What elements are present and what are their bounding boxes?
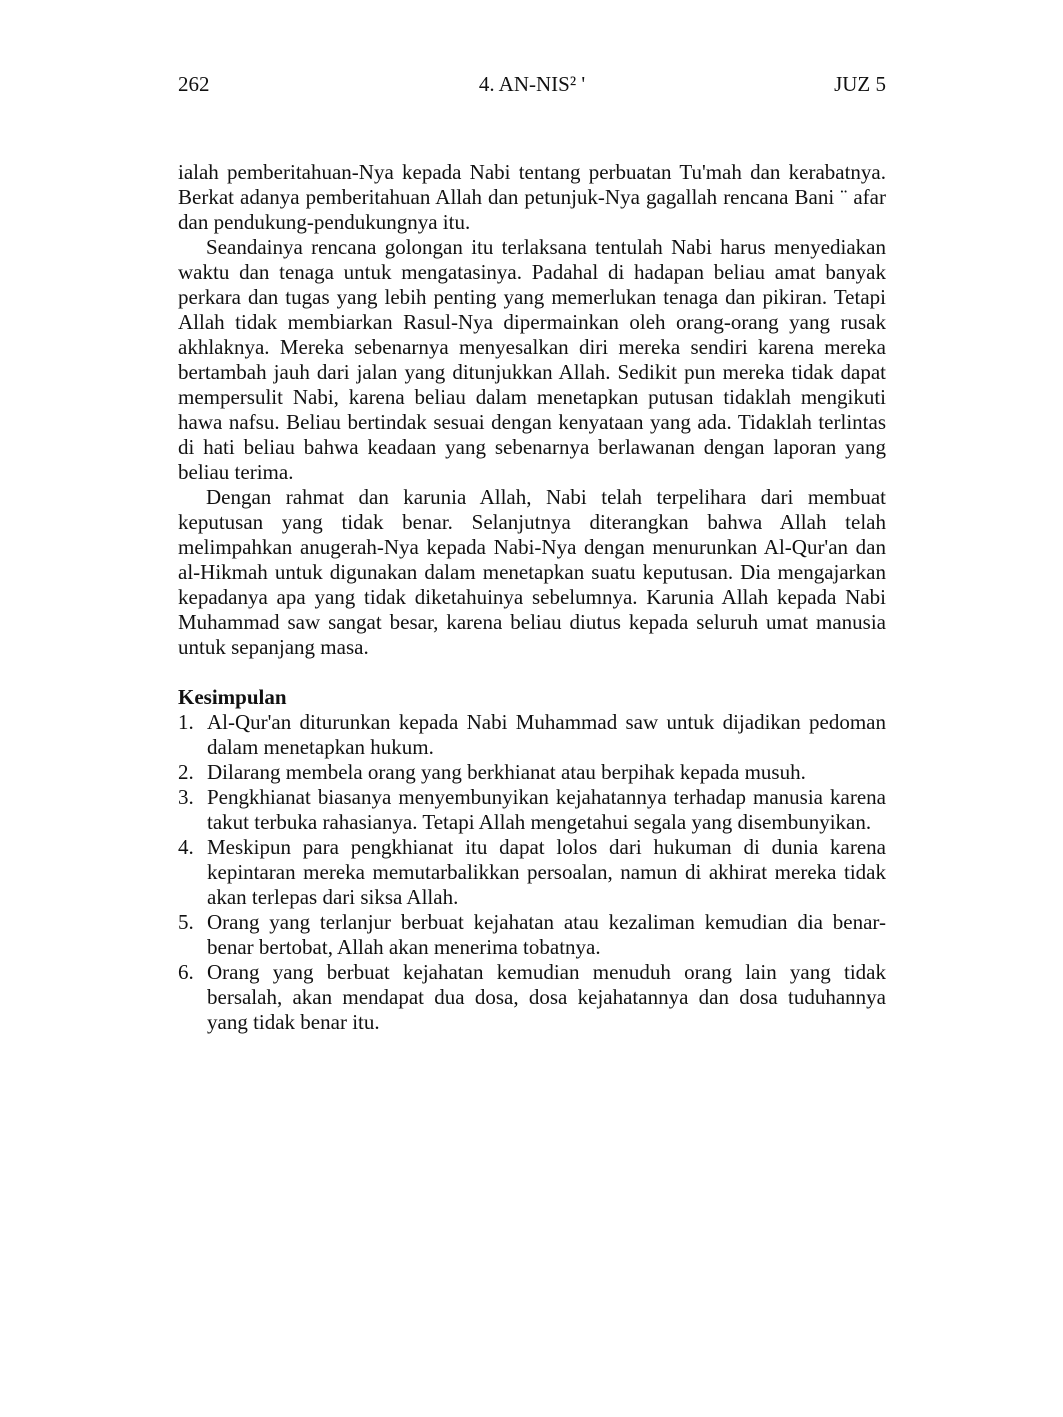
page-number: 262 bbox=[178, 72, 210, 96]
conclusion-list bbox=[178, 710, 886, 1035]
list-item-number: 1. bbox=[178, 710, 194, 734]
page-body bbox=[178, 160, 886, 1035]
list-item-number: 2. bbox=[178, 760, 194, 784]
list-item-text: Dilarang membela orang yang berkhianat atau berpihak kepada musuh. bbox=[207, 760, 806, 784]
list-item-text: Al-Qur'an diturunkan kepada Nabi Muhammad saw untuk dijadikan pedoman dalam menetapkan hukum. bbox=[207, 710, 886, 759]
list-item-text: Meskipun para pengkhianat itu dapat lolos dari hukuman di dunia karena kepintaran mereka memutarbalikkan persoalan, namun di akhirat mereka tidak akan terlepas dari siksa Allah. bbox=[207, 835, 886, 909]
document-page bbox=[178, 72, 886, 1035]
conclusion-heading: Kesimpulan bbox=[178, 685, 287, 709]
list-item bbox=[178, 760, 886, 785]
list-item-number: 5. bbox=[178, 910, 194, 934]
list-item-number: 6. bbox=[178, 960, 194, 984]
list-item-text: Orang yang terlanjur berbuat kejahatan atau kezaliman kemudian dia benar-benar bertobat, Allah akan menerima tobatnya. bbox=[207, 910, 886, 959]
list-item bbox=[178, 835, 886, 910]
paragraph-1: ialah pemberitahuan-Nya kepada Nabi tentang perbuatan Tu'mah dan kerabatnya. Berkat adanya pemberitahuan Allah dan petunjuk-Nya gagallah rencana Bani ¨ afar dan pendukung-pendukungnya itu. bbox=[178, 160, 886, 234]
list-item bbox=[178, 710, 886, 760]
chapter-title: 4. AN-NIS² ' bbox=[478, 72, 586, 96]
list-item bbox=[178, 785, 886, 835]
list-item bbox=[178, 910, 886, 960]
list-item-number: 4. bbox=[178, 835, 194, 859]
paragraph-2: Seandainya rencana golongan itu terlaksana tentulah Nabi harus menyediakan waktu dan tenaga untuk mengatasinya. Padahal di hadapan beliau amat banyak perkara dan tugas yang lebih penting yang memerlukan tenaga dan pikiran. Tetapi Allah tidak membiarkan Rasul-Nya dipermainkan oleh orang-orang yang rusak akhlaknya. Mereka sebenarnya menyesalkan diri mereka sendiri karena mereka bertambah jauh dari jalan yang ditunjukkan Allah. Sedikit pun mereka tidak dapat mempersulit Nabi, karena beliau dalam menetapkan putusan tidaklah mengikuti hawa nafsu. Beliau bertindak sesuai dengan kenyataan yang ada. Tidaklah terlintas di hati beliau bahwa keadaan yang sebenarnya berlawanan dengan laporan yang beliau terima. bbox=[178, 235, 886, 484]
paragraph-3: Dengan rahmat dan karunia Allah, Nabi telah terpelihara dari membuat keputusan yang tidak benar. Selanjutnya diterangkan bahwa Allah telah melimpahkan anugerah-Nya kepada Nabi-Nya dengan menurunkan Al-Qur'an dan al-Hikmah untuk digunakan dalam menetapkan suatu keputusan. Dia mengajarkan kepadanya apa yang tidak diketahuinya sebelumnya. Karunia Allah kepada Nabi Muhammad saw sangat besar, karena beliau diutus kepada seluruh umat manusia untuk sepanjang masa. bbox=[178, 485, 886, 659]
list-item bbox=[178, 960, 886, 1035]
page-header bbox=[178, 72, 886, 98]
list-item-text: Pengkhianat biasanya menyembunyikan kejahatannya terhadap manusia karena takut terbuka rahasianya. Tetapi Allah mengetahui segala yang disembunyikan. bbox=[207, 785, 886, 834]
list-item-text: Orang yang berbuat kejahatan kemudian menuduh orang lain yang tidak bersalah, akan mendapat dua dosa, dosa kejahatannya dan dosa tuduhannya yang tidak benar itu. bbox=[207, 960, 886, 1034]
list-item-number: 3. bbox=[178, 785, 194, 809]
juz-label: JUZ 5 bbox=[834, 72, 886, 96]
